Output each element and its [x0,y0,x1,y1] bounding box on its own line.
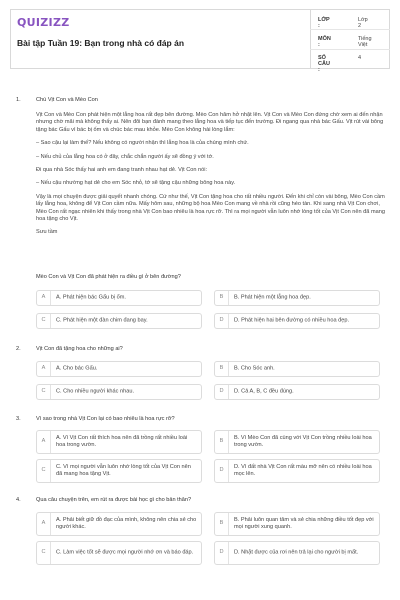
option-c[interactable] [36,541,202,565]
worksheet-title: Bài tập Tuần 19: Bạn trong nhà có đáp án [17,38,185,48]
option-letter: C [37,460,51,482]
passage-paragraph: Vậy là mọi chuyện được giải quyết nhanh chóng. Cứ như thế, Vịt Con tặng hoa cho rất nhiều người. Đến khi chỉ còn vài bông, Mèo Con cầm lấy lẵng hoa, không để Vịt Con cầm nữa. Mấy hôm sau, những bộ hoa Mèo Con mang về nhà rồi cũng héo tàn. Khi sang nhà Vịt Con chơi, Mèo Con rất ngạc nhiên khi thấy trong nhà Vịt Con bao nhiêu là hoa rực rỡ. Thì ra mọi người vẫn luôn nhớ lòng tốt của Vịt Con nên đã mang hoa tặng cho Vịt. [36,193,385,223]
meta-label-grade: LỚP : [318,17,330,29]
option-text: B. Phải luôn quan tâm và sẻ chia những điều tốt đẹp với mọi người xung quanh. [234,516,374,530]
option-letter: D [215,542,229,564]
option-text: A. Vì Vịt Con rất thích hoa nên đã trồng rất nhiều loài hoa trong vườn. [56,434,188,448]
question-text: Vì sao trong nhà Vịt Con lại có bao nhiêu là hoa rực rỡ? [36,416,175,422]
option-text: A. Phát hiện bác Gấu bị ốm. [56,294,126,301]
quizizz-logo: QUIZIZZ [17,16,70,29]
option-text: B. Phát hiện một lẵng hoa đẹp. [234,294,311,301]
option-letter: A [37,513,51,535]
meta-value-subject: Tiếng Việt [358,36,372,48]
question-number: 2. [16,346,21,352]
option-letter: D [215,314,229,328]
option-letter: B [215,513,229,535]
option-a[interactable] [36,512,202,536]
meta-label-subject: MÔN : [318,36,331,48]
question-number: 3. [16,416,21,422]
option-text: C. Vì mọi người vẫn luôn nhớ lòng tốt của Vịt Con nên đã mang hoa tặng Vịt. [56,463,191,477]
passage-paragraph: – Sao cậu lại làm thế? Nếu không có người nhận thì lẵng hoa là của chúng mình chứ. [36,140,249,147]
option-letter: A [37,362,51,376]
passage-source: Sưu tầm [36,229,58,236]
option-b[interactable] [214,290,380,306]
option-text: D. Cả A, B, C đều đúng. [234,388,294,395]
option-d[interactable] [214,541,380,565]
option-text: C. Làm việc tốt sẽ được mọi người nhớ ơn và báo đáp. [56,549,194,556]
question-number: 1. [16,97,21,103]
option-b[interactable] [214,430,380,454]
option-d[interactable] [214,459,380,483]
option-text: D. Vì đất nhà Vịt Con rất màu mỡ nên có nhiều loài hoa mọc lên. [234,463,372,477]
option-letter: D [215,385,229,399]
option-text: C. Phát hiện một đàn chim đang bay. [56,317,148,324]
question-text: Mèo Con và Vịt Con đã phát hiện ra điều gì ở bên đường? [36,274,181,280]
option-letter: A [37,291,51,305]
option-a[interactable] [36,290,202,306]
passage-paragraph: Vịt Con và Mèo Con phát hiện một lẵng hoa rất đẹp bên đường. Mèo Con hăm hở nhặt lên. Vịt Con và Mèo Con đứng chờ xem ai đến nhận nhưng chờ mãi mà không thấy ai. Nên đôi bạn đành mang theo lẵng hoa và tiếp tục đến trường. Đi ngang qua nhà bác Gấu. Vịt rút vài bông tặng bác Gấu vì bác bị ốm và chúc bác mau khỏe. Mèo Con không hài lòng lắm: [36,112,384,133]
option-letter: A [37,431,51,453]
option-letter: C [37,385,51,399]
question-number: 4. [16,497,21,503]
option-b[interactable] [214,361,380,377]
option-c[interactable] [36,384,202,400]
option-d[interactable] [214,384,380,400]
option-text: A. Cho bác Gấu. [56,365,98,372]
option-d[interactable] [214,313,380,329]
reading-passage [36,112,386,243]
option-text: B. Vì Mèo Con đã cùng với Vịt Con trồng nhiều loài hoa trong vườn. [234,434,372,448]
option-text: B. Cho Sóc anh. [234,365,275,372]
passage-heading: Chú Vịt Con và Mèo Con [36,97,98,103]
question-text: Vịt Con đã tặng hoa cho những ai? [36,346,123,352]
option-a[interactable] [36,430,202,454]
option-text: D. Nhặt được của rơi nên trả lại cho người bị mất. [234,549,359,556]
meta-value-grade: Lớp 2 [358,17,368,29]
passage-paragraph: – Nếu cậu nhường hạt dẻ cho em Sóc nhỏ, tớ sẽ tặng cậu những bông hoa này. [36,180,236,187]
option-letter: B [215,431,229,453]
option-text: D. Phát hiện hai bên đường có nhiều hoa đẹp. [234,317,350,324]
passage-paragraph: – Nếu chủ của lẵng hoa có ở đây, chắc chắn người ấy sẽ đồng ý với tớ. [36,153,214,160]
option-a[interactable] [36,361,202,377]
option-c[interactable] [36,313,202,329]
option-letter: C [37,542,51,564]
passage-paragraph: Đi qua nhà Sóc thấy hai anh em đang tranh nhau hạt dẻ. Vịt Con nói: [36,167,208,174]
question-text: Qua câu chuyện trên, em rút ra được bài học gì cho bản thân? [36,497,192,503]
option-text: C. Cho nhiều người khác nhau. [56,388,135,395]
option-text: A. Phải biết giữ đồ đạc của mình, không nên chia sẻ cho người khác. [56,516,197,530]
meta-label-count: SỐ CÂU : [318,55,330,73]
option-c[interactable] [36,459,202,483]
meta-value-count: 4 [358,55,362,61]
option-letter: B [215,362,229,376]
option-b[interactable] [214,512,380,536]
option-letter: B [215,291,229,305]
worksheet-header [10,9,390,69]
option-letter: D [215,460,229,482]
option-letter: C [37,314,51,328]
